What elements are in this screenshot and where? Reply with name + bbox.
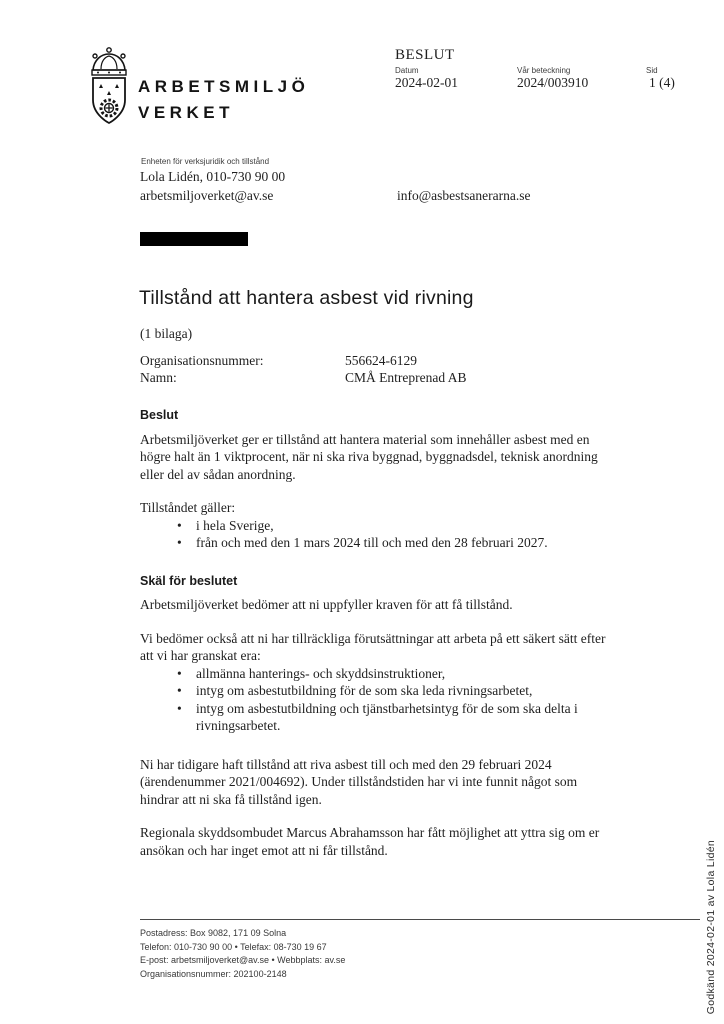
reference-label: Vår beteckning — [517, 66, 571, 75]
decision-paragraph: Arbetsmiljöverket ger er tillstånd att hantera material som innehåller asbest med en högre halt än 1 viktprocent, när ni ska riva byggnad, byggnadsdel, teknisk anordning eller del av sådan anordning. — [140, 431, 598, 482]
agency-email: arbetsmiljoverket@av.se — [140, 188, 274, 203]
approval-stamp-vertical: Godkänd 2024-02-01 av Lola Lidén — [705, 839, 717, 1014]
review-item-text: allmänna hanterings- och skyddsinstruktioner, — [196, 665, 446, 681]
review-list — [140, 665, 616, 735]
recipient-email: info@asbestsanerarna.se — [397, 188, 531, 203]
bullet-icon: • — [177, 665, 182, 681]
company-name-value: CMÅ Entreprenad AB — [345, 370, 467, 385]
bullet-icon: • — [177, 535, 182, 550]
scope-intro: Tillståndet gäller: — [140, 500, 236, 515]
reference-value: 2024/003910 — [517, 75, 589, 90]
agency-wordmark — [138, 74, 309, 126]
document-title: Tillstånd att hantera asbest vid rivning — [139, 287, 474, 309]
bullet-icon: • — [177, 517, 182, 533]
review-item-text: intyg om asbestutbildning och tjänstbarhetsintyg för de som ska delta i rivningsarbetet. — [196, 700, 578, 733]
redacted-text-bar — [140, 232, 248, 246]
agency-wordmark-line2: VERKET — [138, 103, 234, 122]
date-value: 2024-02-01 — [395, 75, 458, 90]
footer-postal-address: Postadress: Box 9082, 171 09 Solna — [140, 928, 287, 938]
list-item — [140, 534, 616, 552]
company-name-label: Namn: — [140, 370, 177, 385]
reasons-paragraph-3: Ni har tidigare haft tillstånd att riva asbest till och med den 29 februari 2024 (ärendenummer 2021/004692). Under tillståndstiden har vi inte funnit något som hindrar att ni ska få tillstånd igen. — [140, 756, 578, 807]
document-type: BESLUT — [395, 47, 455, 63]
enclosure-note: (1 bilaga) — [140, 326, 193, 341]
decision-heading: Beslut — [140, 408, 179, 422]
list-item — [140, 517, 616, 535]
scope-list — [140, 517, 616, 552]
page-number-value: 1 (4) — [649, 75, 675, 90]
review-item-text: intyg om asbestutbildning för de som ska leda rivningsarbetet, — [196, 683, 533, 698]
scope-item-text: från och med den 1 mars 2024 till och med den 28 februari 2027. — [196, 535, 548, 550]
org-number-label: Organisationsnummer: — [140, 353, 264, 368]
scope-item-text: i hela Sverige, — [196, 517, 274, 533]
footer-org-number: Organisationsnummer: 202100-2148 — [140, 968, 287, 979]
bullet-icon: • — [177, 700, 182, 716]
footer-phone: Telefon: 010-730 90 00 • Telefax: 08-730 19 67 — [140, 941, 327, 952]
footer-block — [140, 927, 345, 981]
arbetsmiljoverket-crest-icon — [86, 46, 132, 137]
agency-wordmark-line1: ARBETSMILJÖ — [138, 77, 310, 96]
list-item — [140, 682, 616, 700]
footer-email-web: E-post: arbetsmiljoverket@av.se • Webbplats: av.se — [140, 955, 346, 965]
list-item — [140, 700, 616, 735]
page-number-label: Sid — [646, 66, 658, 75]
bullet-icon: • — [177, 683, 182, 698]
org-number-value: 556624-6129 — [345, 353, 417, 368]
case-officer: Lola Lidén, 010-730 90 00 — [140, 169, 286, 184]
reasons-paragraph-1: Arbetsmiljöverket bedömer att ni uppfyller kraven för att få tillstånd. — [140, 597, 513, 612]
reasons-paragraph-4: Regionala skyddsombudet Marcus Abrahamsson har fått möjlighet att yttra sig om er ansökan och har inget emot att ni får tillstånd. — [140, 825, 600, 858]
date-label: Datum — [395, 66, 419, 75]
reasons-paragraph-2: Vi bedömer också att ni har tillräckliga förutsättningar att arbeta på ett säkert sätt efter att vi har granskat era: — [140, 630, 606, 663]
reasons-heading: Skäl för beslutet — [140, 573, 238, 588]
document-body — [140, 407, 616, 859]
list-item — [140, 665, 616, 683]
handling-unit: Enheten för verksjuridik och tillstånd — [141, 157, 270, 166]
footer-divider — [140, 919, 700, 920]
